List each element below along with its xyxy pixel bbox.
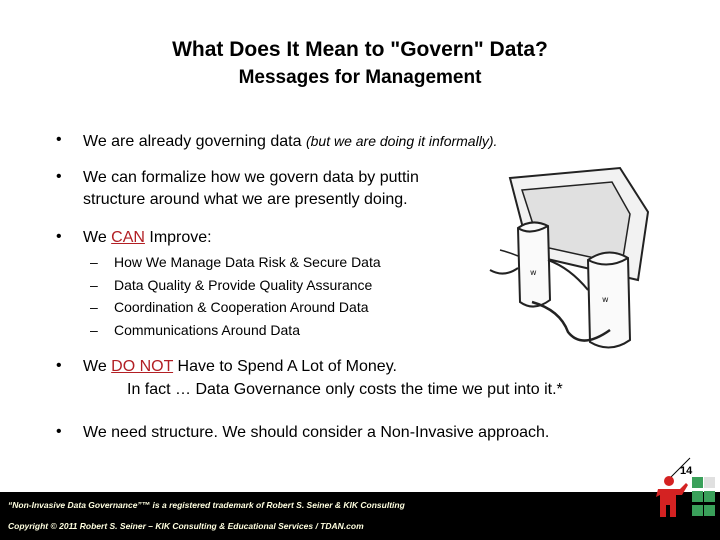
bullet-1: [83, 130, 497, 153]
bullet-1-marker: •: [56, 131, 62, 148]
footer-trademark: “Non-Invasive Data Governance”™ is a registered trademark of Robert S. Seiner & KIK Consulting: [8, 500, 405, 510]
slide-subtitle: Messages for Management: [238, 67, 482, 88]
footer-copyright: Copyright © 2011 Robert S. Seiner – KIK Consulting & Educational Services / TDAN.com: [8, 521, 364, 531]
svg-text:w: w: [602, 295, 609, 304]
bullet-4-marker: •: [56, 357, 62, 374]
bullet-2: [83, 167, 419, 211]
kik-logo: [652, 473, 716, 523]
bullet-2-marker: •: [56, 168, 62, 185]
bullet-3-emphasis: CAN: [111, 229, 145, 246]
bullet-4-emphasis: DO NOT: [111, 358, 174, 375]
sub-item-1-dash: –: [90, 254, 98, 270]
sub-item-1: How We Manage Data Risk & Secure Data: [114, 254, 381, 270]
page-number: 14: [680, 465, 693, 477]
computer-network-illustration: [470, 160, 685, 355]
svg-text:w: w: [530, 268, 537, 277]
sub-item-2: Data Quality & Provide Quality Assurance: [114, 277, 373, 293]
bullet-3-prefix: We: [83, 229, 112, 246]
bullet-2-line-2: structure around what we are presently doing.: [83, 191, 408, 208]
sub-item-4-dash: –: [90, 322, 98, 338]
bullet-4-suffix: Have to Spend A Lot of Money.: [173, 358, 397, 375]
bullet-3-suffix: Improve:: [144, 229, 212, 246]
bullet-5-marker: •: [56, 423, 62, 440]
bullet-1-note: (but we are doing it informally).: [305, 133, 498, 149]
bullet-4: [83, 356, 397, 378]
sub-item-3: Coordination & Cooperation Around Data: [114, 299, 369, 315]
sub-item-2-dash: –: [90, 277, 98, 293]
bullet-4-prefix: We: [83, 358, 112, 375]
sub-item-4: Communications Around Data: [114, 322, 300, 338]
bullet-2-line-1: We can formalize how we govern data by puttin: [83, 169, 419, 186]
bullet-4-line-2: In fact … Data Governance only costs the time we put into it.*: [127, 381, 563, 398]
bullet-5: We need structure. We should consider a Non-Invasive approach.: [83, 424, 550, 441]
bullet-1-text: We are already governing data: [83, 133, 306, 150]
sub-item-3-dash: –: [90, 299, 98, 315]
slide-title: What Does It Mean to "Govern" Data?: [172, 38, 548, 61]
bullet-3-marker: •: [56, 228, 62, 245]
bullet-3: [83, 227, 212, 249]
